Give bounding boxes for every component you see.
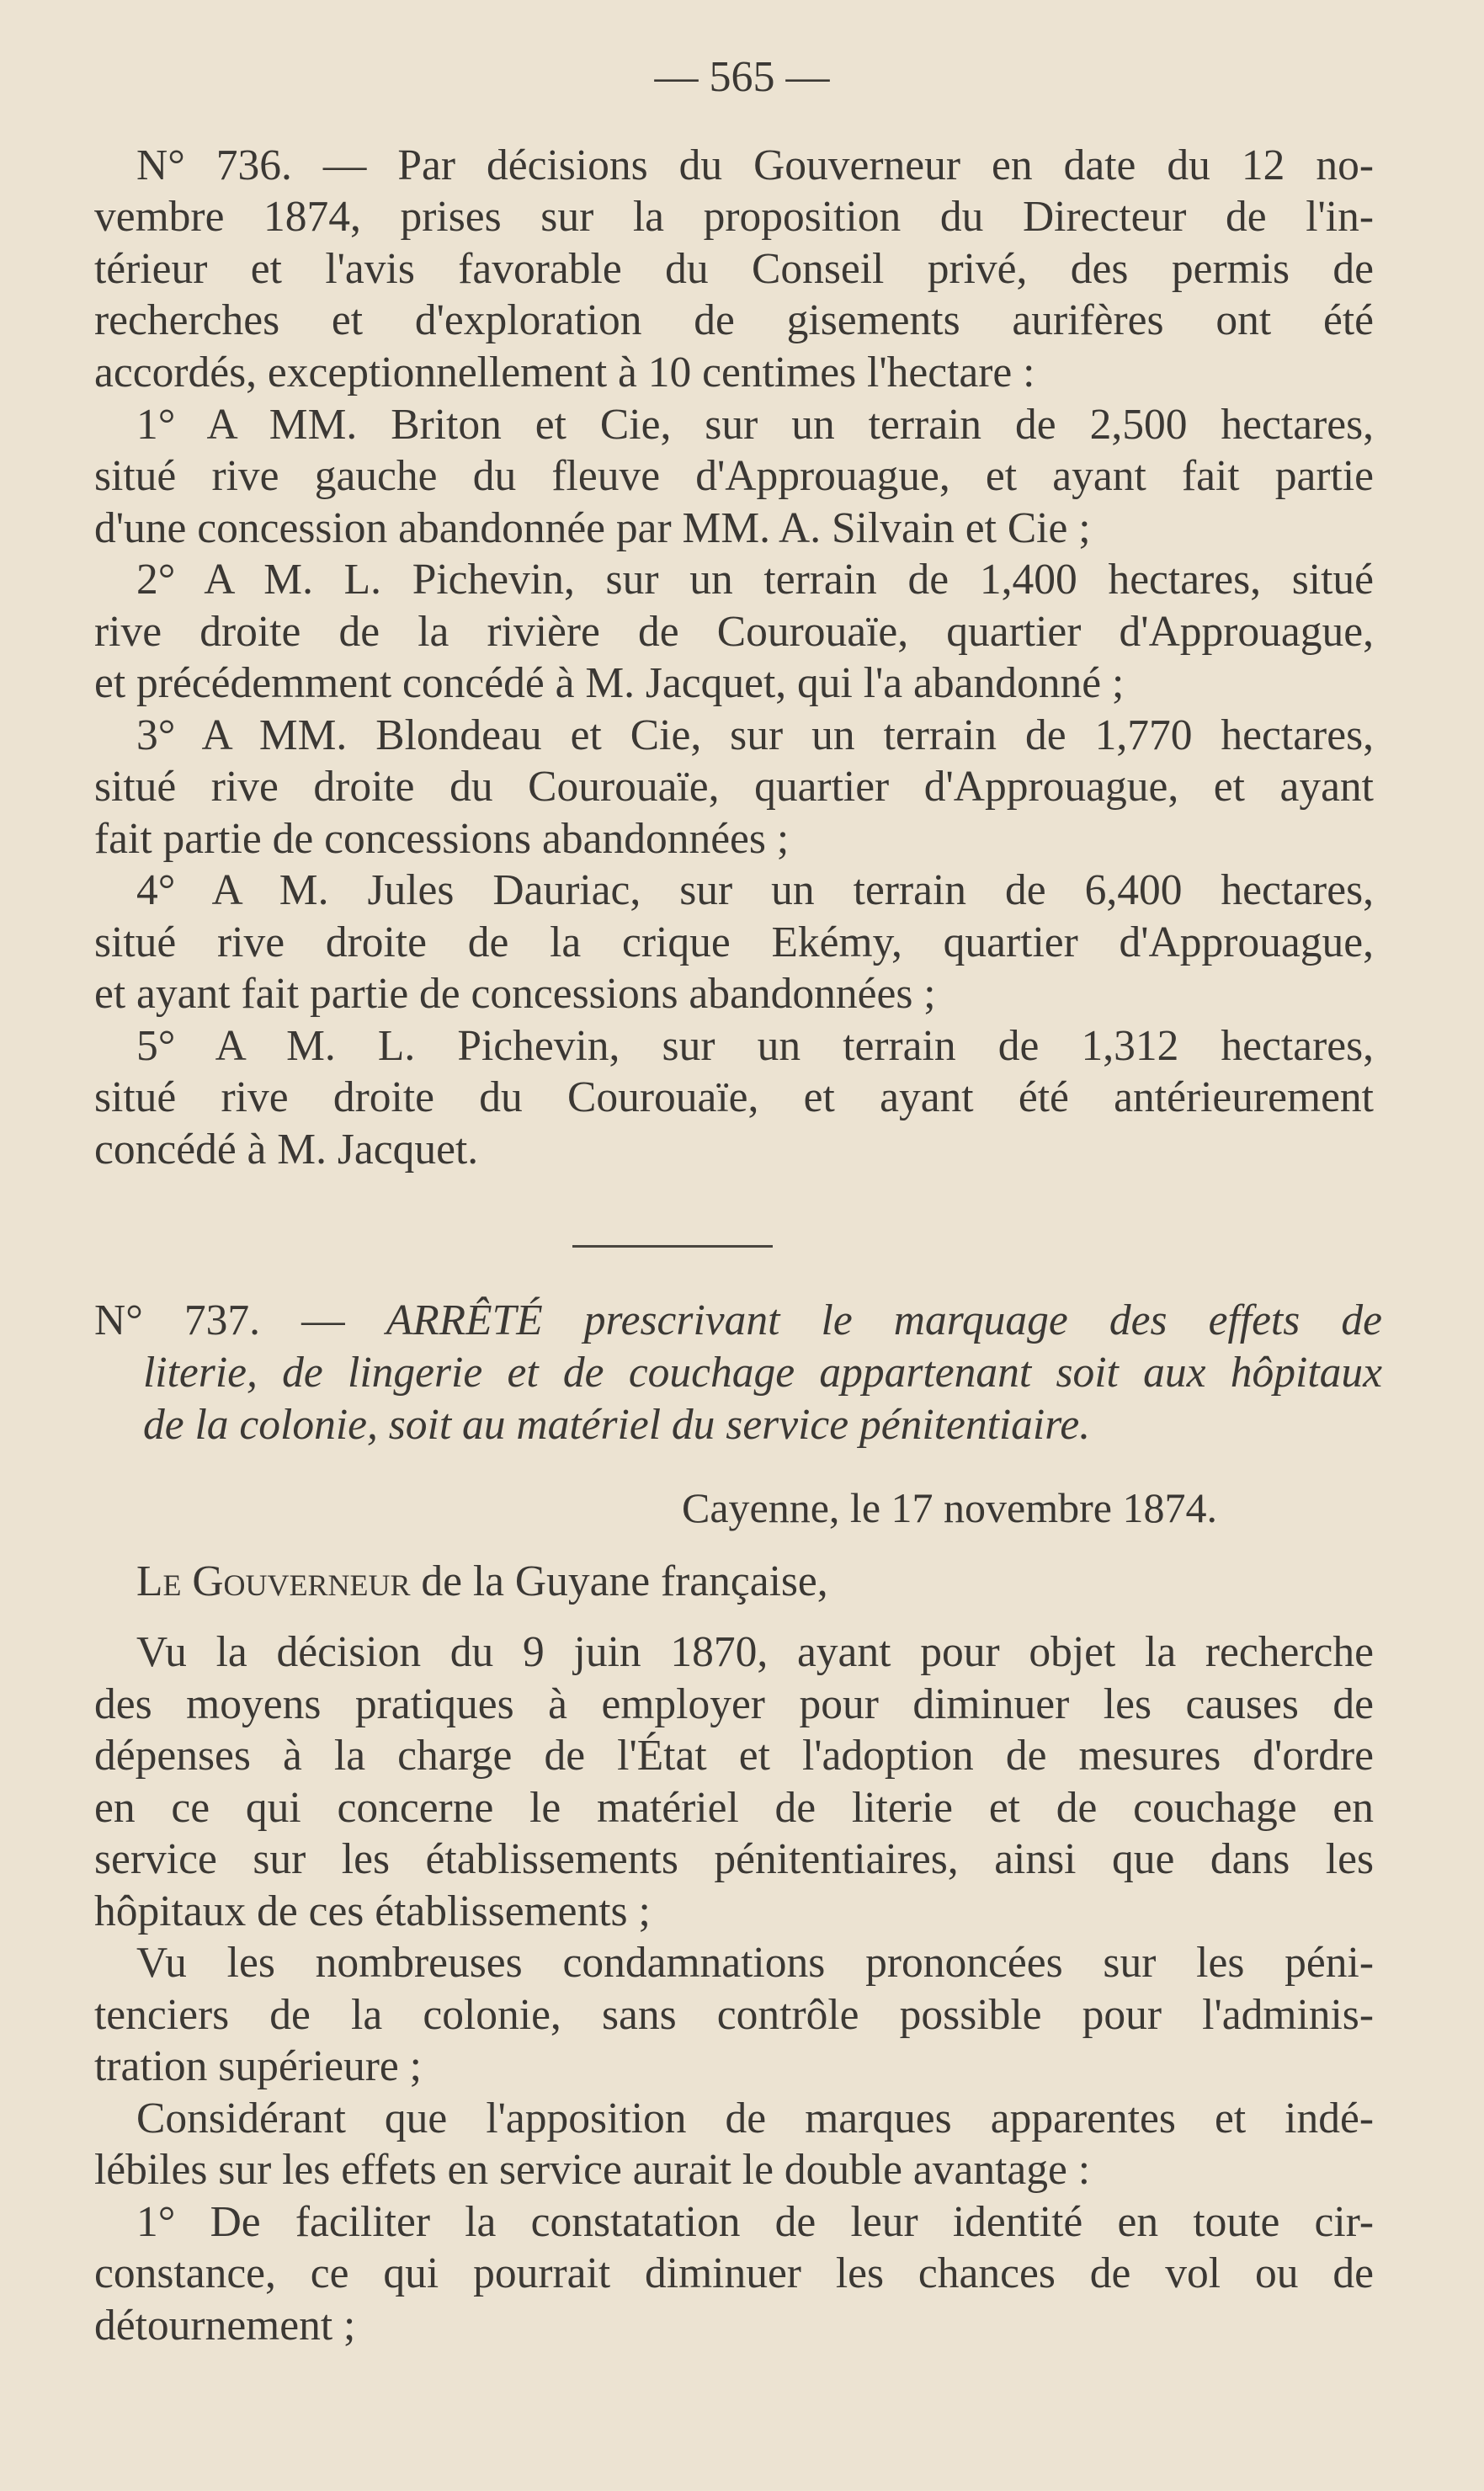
decree-title-line-1 [94,1295,1382,1347]
decree-737-title [94,1295,1382,1451]
item-5-line-3: concédé à M. Jacquet. [94,1126,479,1174]
item-1-line-3: d'une concession abandonnée par MM. A. Silvain et Cie ; [94,504,1091,552]
authority-rest: de la Guyane française, [421,1557,828,1605]
decree-para-1-line-3: dépenses à la charge de l'État et l'adoption de mesures d'ordre [94,1732,1374,1780]
decree-para-1-line-5: service sur les établissements pénitentiaires, ainsi que dans les [94,1835,1374,1883]
decree-para-4-line-2: constance, ce qui pourrait diminuer les chances de vol ou de [94,2249,1374,2297]
decree-title-line-2: literie, de lingerie et de couchage appartenant soit aux hôpitaux [143,1349,1382,1397]
item-3-line-1: 3° A MM. Blondeau et Cie, sur un terrain de 1,770 hectares, [136,711,1374,759]
decree-para-1-line-4: en ce qui concerne le matériel de literie et de couchage en [94,1784,1374,1832]
decree-number: N° 737. — [94,1296,345,1344]
item-2-line-2: rive droite de la rivière de Courouaïe, quartier d'Approuague, [94,608,1374,656]
decree-para-3-line-2: lébiles sur les effets en service aurait le double avantage : [94,2146,1091,2194]
item-2-line-1: 2° A M. L. Pichevin, sur un terrain de 1,400 hectares, situé [136,556,1374,604]
notice-736-line-1: N° 736. — Par décisions du Gouverneur en date du 12 no- [136,141,1374,189]
item-3-line-2: situé rive droite du Courouaïe, quartier d'Approuague, et ayant [94,763,1374,811]
item-1-line-1: 1° A MM. Briton et Cie, sur un terrain de 2,500 hectares, [136,401,1374,449]
item-1-line-2: situé rive gauche du fleuve d'Approuague, et ayant fait partie [94,452,1374,500]
item-3-line-3: fait partie de concessions abandonnées ; [94,815,790,863]
item-4-line-2: situé rive droite de la crique Ekémy, quartier d'Approuague, [94,918,1374,966]
decree-para-2-line-1: Vu les nombreuses condamnations prononcées sur les péni- [136,1939,1374,1987]
item-5-line-2: situé rive droite du Courouaïe, et ayant été antérieurement [94,1073,1374,1121]
decree-para-1-line-6: hôpitaux de ces établissements ; [94,1887,651,1935]
decree-para-2-line-3: tration supérieure ; [94,2042,422,2090]
item-2-line-3: et précédemment concédé à M. Jacquet, qui l'a abandonné ; [94,659,1125,707]
decree-para-1-line-1: Vu la décision du 9 juin 1870, ayant pour objet la recherche [136,1628,1374,1676]
notice-736-line-3: térieur et l'avis favorable du Conseil privé, des permis de [94,245,1374,293]
decree-date: Cayenne, le 17 novembre 1874. [682,1484,1217,1531]
decree-authority [94,1556,1374,1608]
notice-736-line-4: recherches et d'exploration de gisements aurifères ont été [94,296,1374,344]
decree-title-rest: prescrivant le marquage des effets de [583,1296,1382,1344]
decree-title-word: ARRÊTÉ [386,1296,543,1344]
decree-para-3-line-1: Considérant que l'apposition de marques apparentes et indé- [136,2094,1374,2142]
decree-title-line-3: de la colonie, soit au matériel du service pénitentiaire. [143,1401,1091,1449]
decree-para-1-line-2: des moyens pratiques à employer pour diminuer les causes de [94,1680,1374,1728]
notice-736-line-5: accordés, exceptionnellement à 10 centimes l'hectare : [94,349,1035,397]
decree-para-4-line-3: détournement ; [94,2302,356,2350]
decree-para-2-line-2: tenciers de la colonie, sans contrôle possible pour l'adminis- [94,1991,1374,2039]
notice-736-line-2: vembre 1874, prises sur la proposition du Directeur de l'in- [94,193,1374,241]
item-4-line-1: 4° A M. Jules Dauriac, sur un terrain de 6,400 hectares, [136,866,1374,914]
authority-title: Le Gouverneur [136,1557,411,1605]
page-number: — 565 — [654,53,830,101]
item-4-line-3: et ayant fait partie de concessions abandonnées ; [94,970,936,1018]
item-5-line-1: 5° A M. L. Pichevin, sur un terrain de 1,312 hectares, [136,1022,1374,1070]
section-divider [572,1245,773,1248]
decree-para-4-line-1: 1° De faciliter la constatation de leur identité en toute cir- [136,2198,1374,2246]
